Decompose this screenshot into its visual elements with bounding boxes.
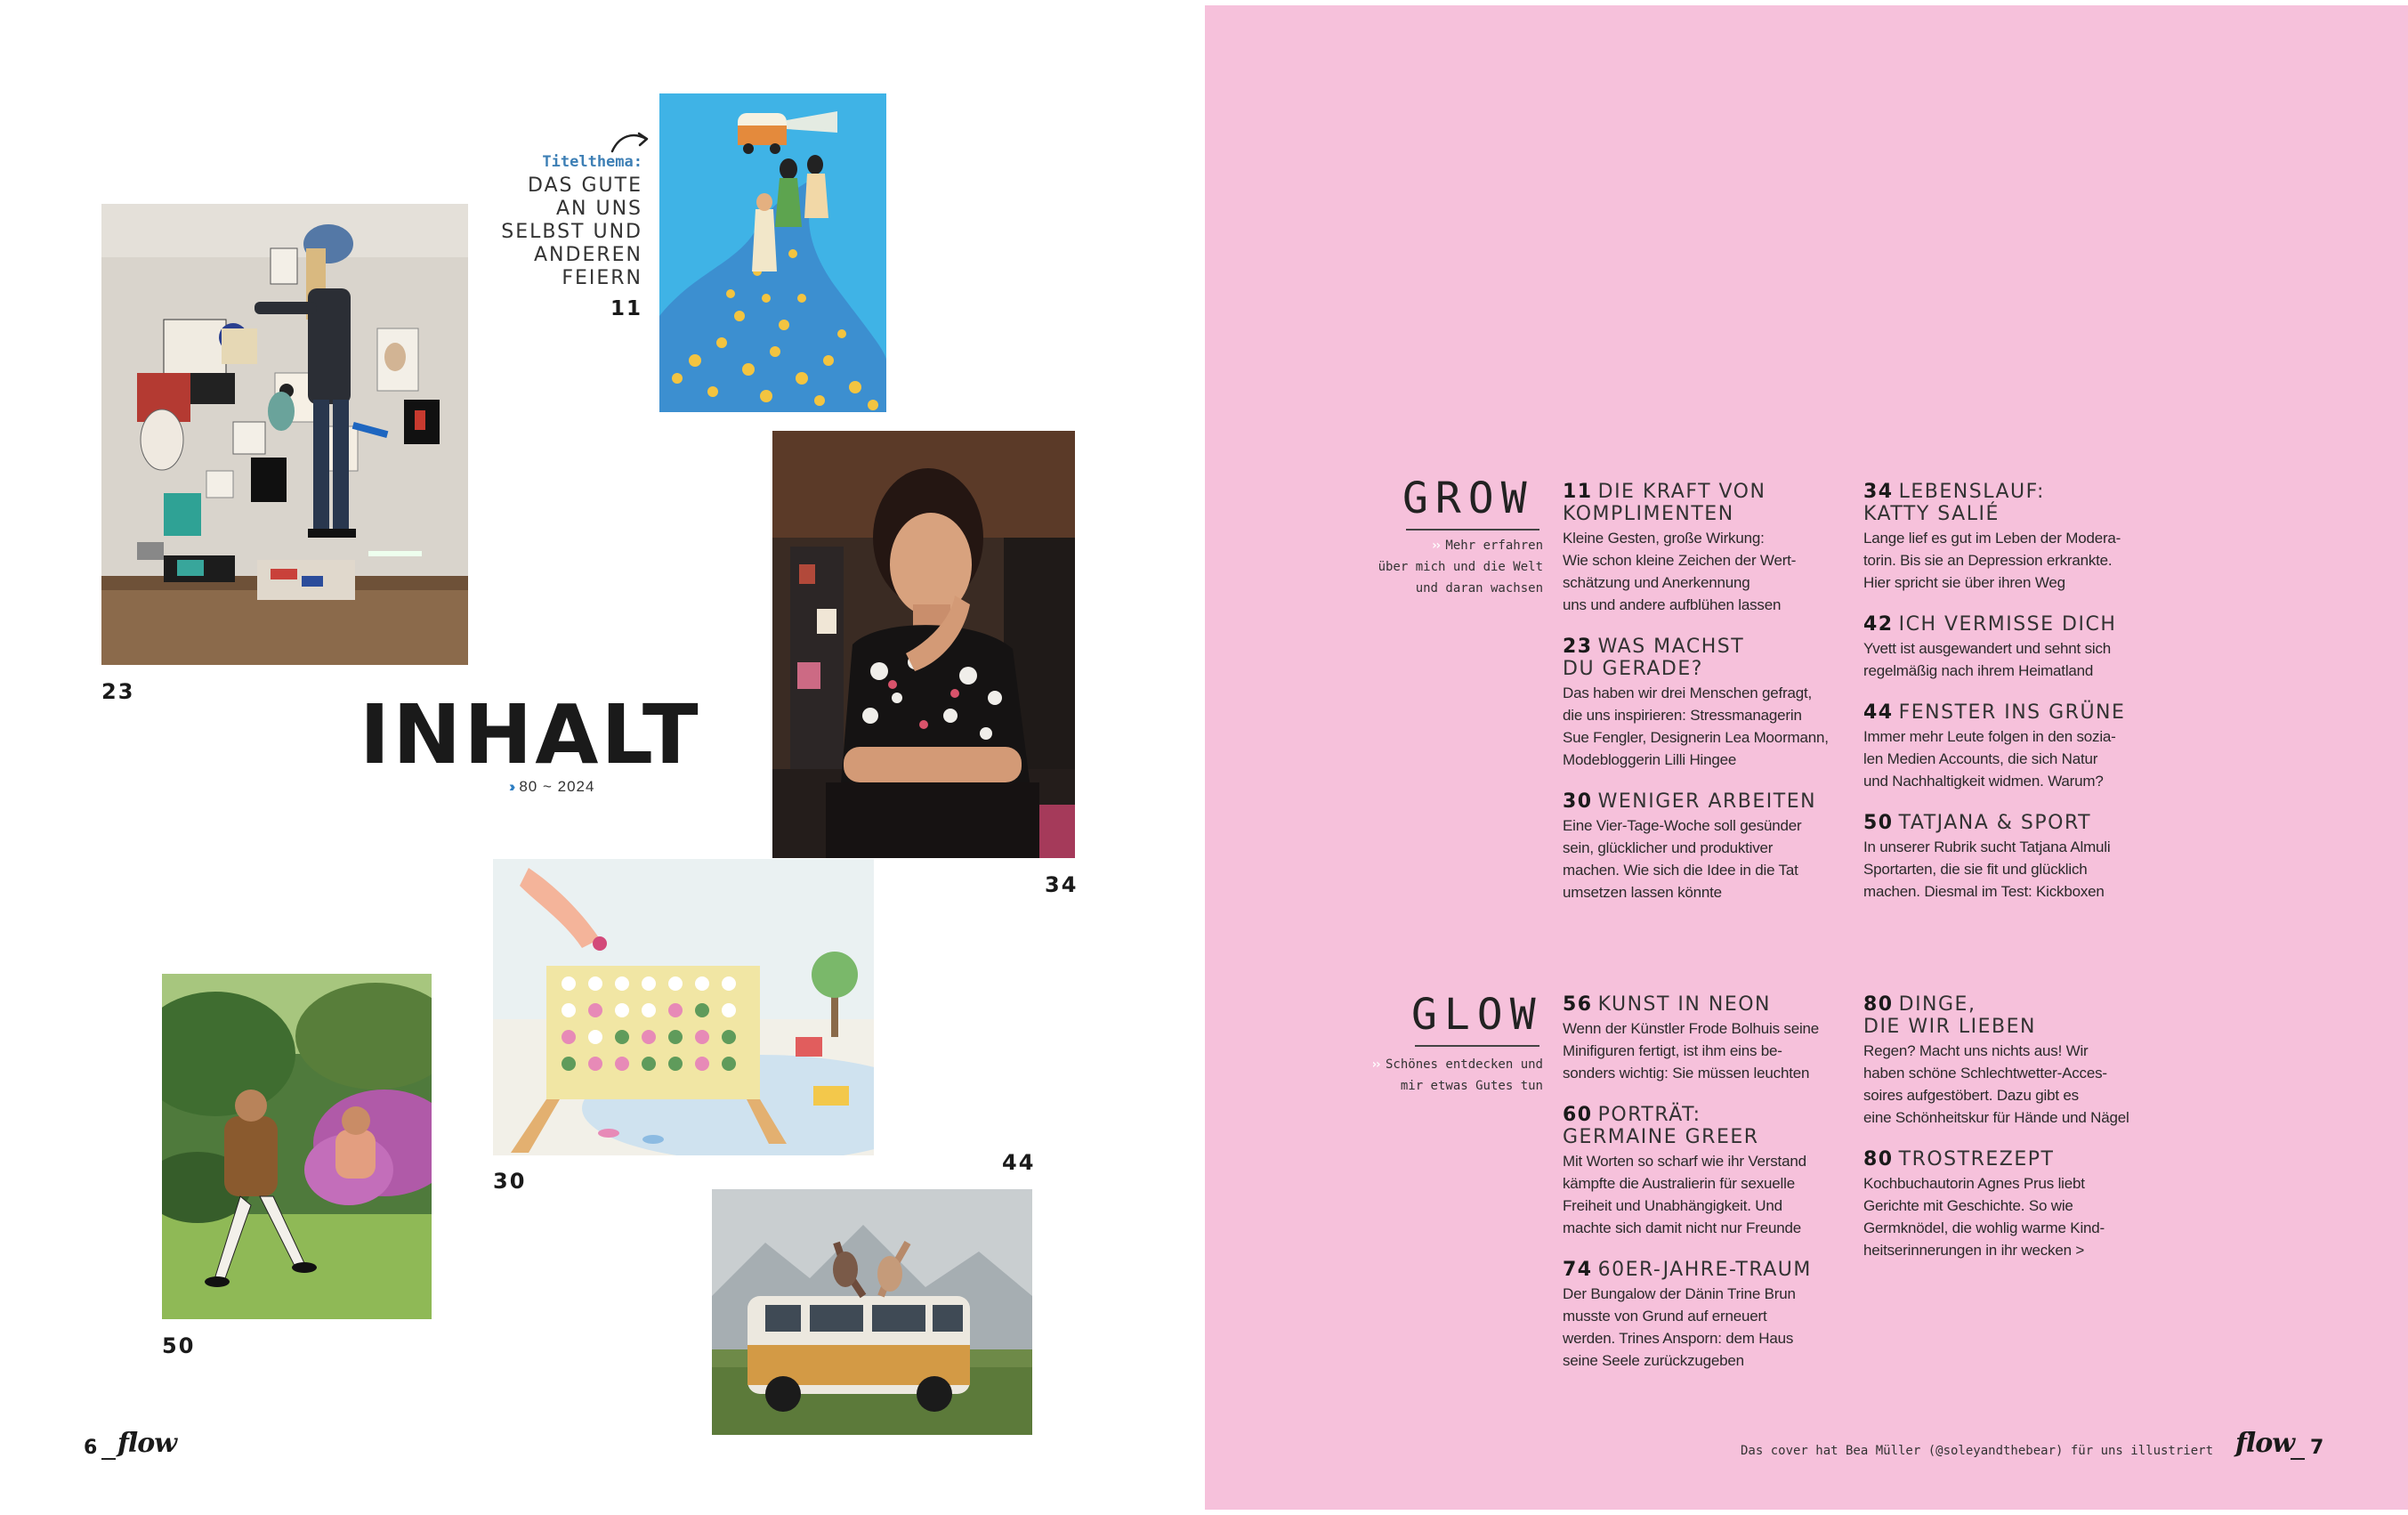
toc-entry-page: 60 [1563, 1104, 1593, 1126]
double-chevron-icon: ›› [509, 778, 513, 795]
toc-entry-page: 80 [1863, 993, 1894, 1016]
subtitle-line: und daran wachsen [1415, 581, 1543, 595]
toc-column-glow-2 [1863, 993, 2166, 1281]
toc-entry-title [1563, 636, 1865, 680]
toc-entry-title [1863, 812, 2166, 834]
toc-entry-title [1563, 993, 1865, 1016]
toc-entry-text [1863, 725, 2166, 792]
text-line: haben schöne Schlechtwetter-Acces- [1863, 1065, 2107, 1082]
toc-entry-text [1863, 1040, 2166, 1129]
toc-entry-text [1863, 637, 2166, 682]
text-line: Hier spricht sie über ihren Weg [1863, 574, 2065, 591]
text-line: len Medien Accounts, die sich Natur [1863, 750, 2098, 767]
subtitle-line: mir etwas Gutes tun [1400, 1079, 1543, 1093]
photo-cover-illustration[interactable] [659, 93, 886, 412]
section-rule [1406, 529, 1539, 531]
subtitle-line: Mehr erfahren [1445, 539, 1543, 553]
toc-entry-text [1563, 814, 1865, 903]
text-line: Gerichte mit Geschichte. So wie [1863, 1197, 2073, 1214]
toc-entry-text [1563, 1017, 1865, 1084]
toc-entry-page: 42 [1863, 613, 1894, 636]
text-line: Yvett ist ausgewandert und sehnt sich [1863, 640, 2111, 657]
cover-title-line: AN UNS [555, 198, 642, 220]
toc-entry-title [1863, 481, 2166, 525]
left-page-number: 6 [84, 1437, 100, 1459]
subtitle-line: über mich und die Welt [1378, 560, 1543, 574]
text-line: Wie schon kleine Zeichen der Wert- [1563, 552, 1797, 569]
toc-entry[interactable] [1563, 993, 1865, 1084]
text-line: sein, glücklicher und produktiver [1563, 839, 1774, 856]
toc-column-grow-2 [1863, 481, 2166, 922]
toc-entry-page: 11 [1563, 481, 1593, 503]
title-line: DU GERADE? [1563, 658, 1703, 680]
section-rule [1415, 1045, 1539, 1047]
text-line: torin. Bis sie an Depression erkrankte. [1863, 552, 2113, 569]
toc-entry-title [1563, 1259, 1865, 1281]
text-line: und Nachhaltigkeit widmen. Warum? [1863, 773, 2104, 790]
title-line: WAS MACHST [1597, 636, 1745, 658]
text-line: Immer mehr Leute folgen in den sozia- [1863, 728, 2116, 745]
double-chevron-icon: ›› [1430, 539, 1439, 553]
text-line: Sue Fengler, Designerin Lea Moormann, [1563, 729, 1829, 746]
text-line: umsetzen lassen könnte [1563, 884, 1722, 901]
flow-logo: flow [2235, 1428, 2295, 1459]
toc-entry-page: 80 [1863, 1148, 1894, 1171]
curved-arrow-icon [609, 126, 651, 157]
toc-entry-page: 23 [1563, 636, 1593, 658]
text-line: seine Seele zurückzugeben [1563, 1352, 1744, 1369]
text-line: Freiheit und Unabhängigkeit. Und [1563, 1197, 1782, 1214]
toc-entry[interactable] [1563, 1104, 1865, 1239]
title-line: 60ER-JAHRE-TRAUM [1597, 1259, 1812, 1281]
toc-entry[interactable] [1863, 812, 2166, 903]
subtitle-line: Schönes entdecken und [1385, 1057, 1543, 1072]
photo-page-number: 30 [493, 1169, 527, 1194]
cover-story-title [498, 174, 642, 290]
toc-column-glow-1 [1563, 993, 1865, 1391]
text-line: Kleine Gesten, große Wirkung: [1563, 530, 1765, 547]
text-line: Sportarten, die sie fit und glücklich [1863, 861, 2088, 878]
text-line: Wenn der Künstler Frode Bolhuis seine [1563, 1020, 1820, 1037]
text-line: Minifiguren fertigt, ist ihm eins be- [1563, 1042, 1782, 1059]
page-title: INHALT [360, 687, 701, 782]
toc-entry-title [1563, 481, 1865, 525]
double-chevron-icon: ›› [1370, 1057, 1378, 1072]
text-line: schätzung und Anerkennung [1563, 574, 1750, 591]
text-line: kämpfte die Australierin für sexuelle [1563, 1175, 1795, 1192]
text-line: Mit Worten so scharf wie ihr Verstand [1563, 1153, 1806, 1170]
section-subtitle-grow [1326, 535, 1543, 599]
toc-entry-text [1563, 1283, 1865, 1372]
text-line: regelmäßig nach ihrem Heimatland [1863, 662, 2094, 679]
section-subtitle-glow [1299, 1054, 1543, 1097]
text-line: machen. Diesmal im Test: Kickboxen [1863, 883, 2105, 900]
title-line: GERMAINE GREER [1563, 1126, 1759, 1148]
toc-entry-page: 30 [1563, 790, 1593, 813]
toc-entry-title [1863, 993, 2166, 1038]
toc-entry-title [1863, 1148, 2166, 1171]
toc-entry[interactable] [1863, 701, 2166, 792]
cover-story-page: 11 [610, 297, 642, 320]
title-line: FENSTER INS GRÜNE [1898, 701, 2126, 724]
title-line: WENIGER ARBEITEN [1597, 790, 1817, 813]
photo-page-number: 34 [1045, 872, 1079, 897]
text-line: Kochbuchautorin Agnes Prus liebt [1863, 1175, 2085, 1192]
text-line: machen. Wie sich die Idee in die Tat [1563, 862, 1798, 879]
photo-page-number: 44 [1002, 1150, 1036, 1175]
toc-entry-text [1863, 836, 2166, 903]
photo-studio[interactable] [101, 204, 468, 665]
text-line: Eine Vier-Tage-Woche soll gesünder [1563, 817, 1802, 834]
toc-entry[interactable] [1563, 636, 1865, 771]
section-title-glow: GLOW [1411, 990, 1543, 1040]
title-line: TROSTREZEPT [1898, 1148, 2055, 1171]
text-line: die uns inspirieren: Stressmanagerin [1563, 707, 1802, 724]
text-line: In unserer Rubrik sucht Tatjana Almuli [1863, 839, 2111, 855]
photo-page-number: 50 [162, 1333, 196, 1358]
toc-entry-text [1563, 682, 1865, 771]
title-line: KUNST IN NEON [1597, 993, 1771, 1016]
title-line: PORTRÄT: [1597, 1104, 1701, 1126]
title-line: DINGE, [1898, 993, 1976, 1016]
text-line: sonders wichtig: Sie müssen leuchten [1563, 1065, 1810, 1082]
text-line: werden. Trines Ansporn: dem Haus [1563, 1330, 1794, 1347]
photo-portrait[interactable] [772, 431, 1075, 858]
toc-entry-text [1863, 1172, 2166, 1261]
title-line: ICH VERMISSE DICH [1898, 613, 2117, 636]
footer-rule [2291, 1458, 2305, 1460]
cover-title-line: FEIERN [562, 267, 642, 289]
cover-title-line: SELBST UND [501, 221, 642, 243]
text-line: Modebloggerin Lilli Hingee [1563, 751, 1737, 768]
title-line: KOMPLIMENTEN [1563, 503, 1734, 525]
issue-number: 80 ~ 2024 [519, 778, 595, 795]
toc-entry-title [1563, 1104, 1865, 1148]
toc-entry-title [1563, 790, 1865, 813]
toc-entry[interactable] [1863, 993, 2166, 1129]
cover-credit: Das cover hat Bea Müller (@soleyandthebear) für uns illustriert [1741, 1444, 2214, 1458]
toc-entry-title [1863, 613, 2166, 636]
cover-title-line: ANDEREN [534, 244, 642, 266]
toc-entry[interactable] [1863, 613, 2166, 682]
footer-rule [101, 1458, 116, 1460]
text-line: Germknödel, die wohlig warme Kind- [1863, 1219, 2105, 1236]
toc-entry[interactable] [1863, 1148, 2166, 1261]
text-line: soires aufgestöbert. Dazu gibt es [1863, 1087, 2079, 1104]
toc-column-grow-1 [1563, 481, 1865, 923]
title-line: TATJANA & SPORT [1898, 812, 2092, 834]
toc-entry[interactable] [1863, 481, 2166, 594]
toc-entry[interactable] [1563, 1259, 1865, 1372]
photo-garden[interactable] [162, 974, 432, 1319]
toc-entry-page: 56 [1563, 993, 1593, 1016]
toc-entry[interactable] [1563, 481, 1865, 616]
toc-entry-page: 34 [1863, 481, 1894, 503]
text-line: heitserinnerungen in ihr wecken > [1863, 1242, 2085, 1259]
toc-entry-text [1863, 527, 2166, 594]
title-line: LEBENSLAUF: [1898, 481, 2045, 503]
text-line: musste von Grund auf erneuert [1563, 1308, 1767, 1325]
toc-entry[interactable] [1563, 790, 1865, 903]
toc-entry-text [1563, 527, 1865, 616]
right-page-number: 7 [2310, 1437, 2326, 1459]
text-line: machte sich damit nicht nur Freunde [1563, 1219, 1801, 1236]
toc-entry-page: 44 [1863, 701, 1894, 724]
cover-title-line: DAS GUTE [527, 174, 642, 197]
issue-label [509, 778, 594, 796]
title-line: DIE WIR LIEBEN [1863, 1016, 2036, 1038]
photo-page-number: 23 [101, 679, 135, 704]
text-line: uns und andere aufblühen lassen [1563, 596, 1782, 613]
toc-entry-title [1863, 701, 2166, 724]
title-line: KATTY SALIÉ [1863, 503, 2000, 525]
photo-game-illustration[interactable] [493, 859, 874, 1155]
toc-entry-page: 74 [1563, 1259, 1593, 1281]
section-title-grow: GROW [1402, 474, 1534, 523]
text-line: Der Bungalow der Dänin Trine Brun [1563, 1285, 1796, 1302]
text-line: Lange lief es gut im Leben der Modera- [1863, 530, 2121, 547]
toc-entry-page: 50 [1863, 812, 1894, 834]
title-line: DIE KRAFT VON [1597, 481, 1766, 503]
cover-story-label[interactable] [498, 153, 642, 320]
flow-logo: flow [117, 1428, 177, 1459]
toc-entry-text [1563, 1150, 1865, 1239]
text-line: eine Schönheitskur für Hände und Nägel [1863, 1109, 2129, 1126]
text-line: Das haben wir drei Menschen gefragt, [1563, 685, 1813, 701]
cover-story-kicker: Titelthema: [542, 153, 642, 171]
photo-van[interactable] [712, 1189, 1032, 1435]
text-line: Regen? Macht uns nichts aus! Wir [1863, 1042, 2089, 1059]
